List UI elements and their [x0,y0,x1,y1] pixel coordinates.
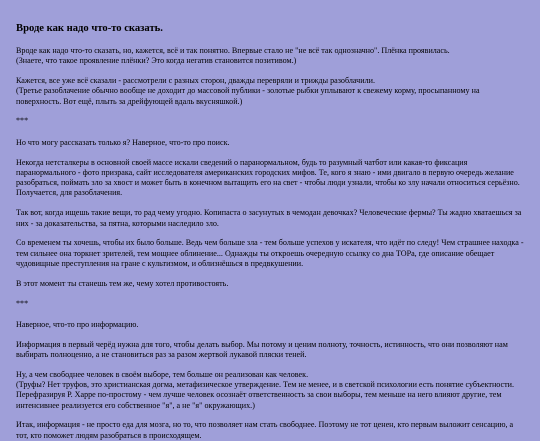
section-separator: *** [16,116,29,126]
paragraph: Вроде как надо что-то сказать, но, кажется, всё и так понятно. Впервые стало не "не всё так однозначно". Плёнка проявилась. (Знаете, что такое проявление плёнки? Это когда негатив становится позитивом.) [16,46,450,66]
paragraph: В этот момент ты станешь тем же, чему хотел противостоять. [16,278,229,288]
paragraph: Со временем ты хочешь, чтобы их было больше. Ведь чем больше зла - тем больше успехов у искателя, что идёт по следу! Чем страшнее находка - тем сильнее она торкнет зрителей, тем мощнее облинение... Однажды ты откроешь очередную ссылку со дна ТОРа, где описание обещает чудовищные преступления на гране с культизмом, и облизнёшься в предвкушении. [16,238,524,268]
paragraph: Некогда нетсталкеры в основной своей массе искали сведений о паранормальном, будь то разумный чатбот или какая-то фиксация паранормального - фото призрака, сайт исследователя американских городских мифов. Те, кого я знаю - ими двигало в первую очередь желание разобраться, поймать зло за хвост и может быть в конечном вытащить его на свет - чтобы люди узнали, чтобы ко злу начали относиться серьёзно. Получается, для разоблачения. [16,157,520,198]
paragraph: Ну, а чем свободнее человек в своём выборе, тем больше он реализован как человек. (Труфы? Нет труфов, это христианская догма, метафизическое утверждение. Тем не менее, и в светской психологии есть понятие субъектности. Перефразируя Р. Харре по-простому - чем лучше человек осознаёт ответственность за свои выборы, тем меньше на него влияют другие, тем интенсивнее реализуется его собственное "я", а не "я" окружающих.) [16,369,515,410]
document-body [16,46,524,441]
document-title: Вроде как надо что-то сказать. [16,23,163,34]
paragraph: Кажется, все уже всё сказали - рассмотрели с разных сторон, дважды перевряли и трижды разоблачили. (Третье разоблачение обычно вообще не доходит до массовой публики - золотые рыбки уплывают к свежему корму, просыпанному на поверхность. Вот ещё, плыть за дрейфующей вдаль вкусняшкой.) [16,76,480,106]
paragraph: Так вот, когда ищешь такие вещи, то рад чему угодно. Копипаста о засунутых в чемодан девочках? Человеческие фермы? Ты жадно хватаешься за них - за доказательства, за пятна, которыми наследило зло. [16,208,522,228]
paragraph: Итак, информация - не просто еда для мозга, но то, что позволяет нам стать свободнее. Поэтому не тот ценен, кто первым выложит сенсацию, а тот, кто поможет людям разобраться в происходящем. [16,420,514,440]
paragraph: Информация в первый черёд нужна для того, чтобы делать выбор. Мы потому и ценим полноту, точность, истинность, что они позволяют нам выбирать полноценно, а не становиться раз за разом жертвой лукавой пляски теней. [16,339,508,359]
paragraph: Наверное, что-то про информацию. [16,319,139,329]
section-separator: *** [16,298,29,308]
paragraph: Но что могу рассказать только я? Наверное, что-то про поиск. [16,137,230,147]
